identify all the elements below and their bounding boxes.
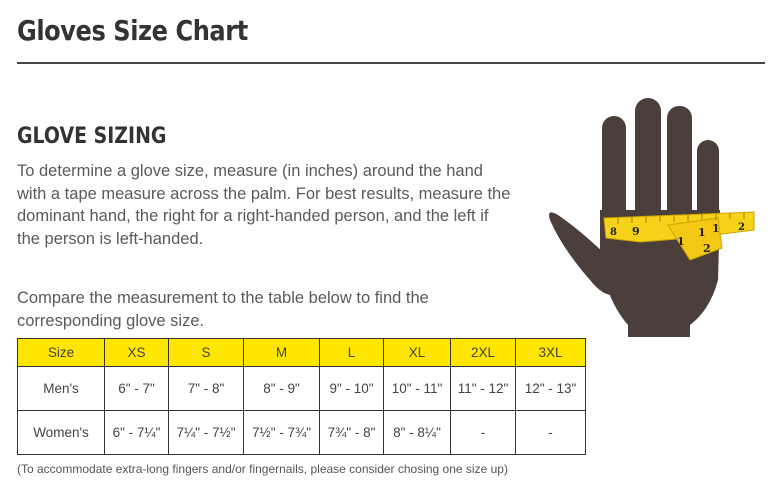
header-cell: S xyxy=(169,339,244,367)
tape-number: 1 xyxy=(698,226,706,239)
tape-number: 1 xyxy=(677,235,685,248)
header-cell: M xyxy=(244,339,320,367)
table-cell: 7½" - 7¾" xyxy=(244,411,320,455)
table-row-womens xyxy=(18,411,586,455)
table-cell: 12" - 13" xyxy=(516,367,586,411)
table-cell: 6" - 7" xyxy=(105,367,169,411)
table-cell: 9" - 10" xyxy=(320,367,384,411)
table-row-mens xyxy=(18,367,586,411)
table-cell: Women's xyxy=(18,411,105,455)
size-table xyxy=(17,338,586,455)
tape-number: 2 xyxy=(738,222,745,233)
table-cell: 8" - 8¼" xyxy=(384,411,451,455)
header-cell: 3XL xyxy=(516,339,586,367)
page-title: Gloves Size Chart xyxy=(17,14,248,47)
tape-number: 9 xyxy=(632,225,640,238)
table-cell: 6" - 7¼" xyxy=(105,411,169,455)
header-cell: XL xyxy=(384,339,451,367)
table-cell: 10" - 11" xyxy=(384,367,451,411)
table-cell: 8" - 9" xyxy=(244,367,320,411)
table-cell: 7¾" - 8" xyxy=(320,411,384,455)
header-cell: Size xyxy=(18,339,105,367)
hand-with-tape-measure-icon xyxy=(540,90,770,340)
footnote: (To accommodate extra-long fingers and/or fingernails, please consider chosing one size up) xyxy=(17,462,508,476)
table-cell: 11" - 12" xyxy=(451,367,516,411)
intro-paragraph: To determine a glove size, measure (in inches) around the hand with a tape measure across the palm. For best results, measure the dominant hand, the right for a right-handed person, and the left if the person is left-handed. xyxy=(17,162,511,248)
table-cell: - xyxy=(451,411,516,455)
header-cell: 2XL xyxy=(451,339,516,367)
table-cell: - xyxy=(516,411,586,455)
header-cell: L xyxy=(320,339,384,367)
section-heading: GLOVE SIZING xyxy=(17,124,167,149)
table-cell: Men's xyxy=(18,367,105,411)
table-cell: 7" - 8" xyxy=(169,367,244,411)
tape-number: 8 xyxy=(610,227,617,238)
tape-number: 1 xyxy=(712,222,720,235)
compare-paragraph: Compare the measurement to the table below to find the corresponding glove size. xyxy=(17,289,429,330)
tape-number: 2 xyxy=(703,242,711,255)
table-header-row xyxy=(18,339,586,367)
header-cell: XS xyxy=(105,339,169,367)
title-divider xyxy=(17,62,765,64)
table-cell: 7¼" - 7½" xyxy=(169,411,244,455)
